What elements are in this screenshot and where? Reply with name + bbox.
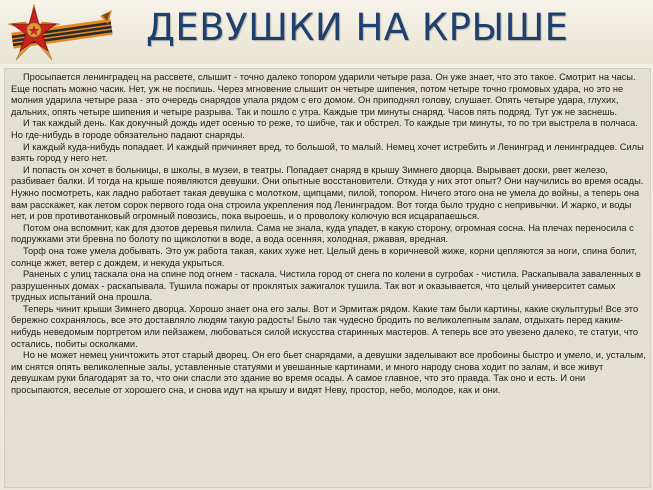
paragraph: Потом она вспомнит, как для дзотов деревья пилила. Сама не знала, куда упадет, в какую сторону, огромная сосна. На плечах переносила с подружками эти бревна по болоту по щиколотки в воде, а вода осенняя, холодная, ржавая, вредная.: [11, 222, 634, 245]
soviet-order-star-with-ribbon-icon: [4, 2, 116, 66]
slide-title: ДЕВУШКИ НА КРЫШЕ: [146, 6, 569, 49]
paragraph: Раненых с улиц таскала она на спине под огнем - таскала. Чистила город от снега по колени в сугробах - чистила. Раскапывала заваленных в разрушенных домах - раскапывала. Тушила пожары от проклятых зажигалок тушила. Так вот и оказывается, что целый университет самых трудных испытаний она прошла.: [11, 269, 641, 303]
paragraph: Теперь чинит крыши Зимнего дворца. Хорошо знает она его залы. Вот и Эрмитаж рядом. Какие там были картины, какие скульптуры! Все это бережно сохранялось, все это доставляло людям такую радость! Было так чудесно бродить по великолепным залам, отдыхать перед каким-нибудь неведомым портретом или пейзажем, любоваться силой искусства старинных мастеров. А теперь все это увезено далеко, те статуи, что остались, побиты осколками.: [11, 303, 639, 349]
story-text-box: [4, 68, 651, 488]
paragraph: Но не может немец уничтожить этот старый дворец. Он его бьет снарядами, а девушки заделывают все пробоины быстро и умело, и, усталым, им снятся опять великолепные залы, уставленные статуями и увешанные картинами, и много народу снова ходит по залам, и все живут девушкам руки благодарят за то, что они спасли это здание во время осады. А самое главное, что это правда. Так оно и есть. И они просыпаются, веселые от хорошего сна, и снова идут на крышу и видят Неву, простор, небо, молодое, как и они.: [11, 350, 646, 396]
paragraph: И каждый куда-нибудь попадает. И каждый причиняет вред, то большой, то малый. Немец хочет истребить и Ленинград и ленинградцев. Силы взять город у него нет.: [11, 141, 644, 164]
paragraph: И так каждый день. Как докучный дождь идет осенью то реже, то шибче, так и обстрел. То каждые три минуты, то по три выстрела в полчаса. Но где-нибудь в городе обязательно падают снаряды.: [11, 118, 638, 140]
paragraph: Просыпается ленинградец на рассвете, слышит - точно далеко топором ударили четыре раза. Он уже знает, что это такое. Смотрит на часы. Еще поспать можно часик. Нет, уж не поспишь. Через мгновение слышит он четыре шипения, потом четыре точно громовых удара, но это не молния ударила четыре раза - это очередь снарядов упала рядом с его домом. Он приподнял голову, слушает. Опять четыре удара, глухих, дальних, опять четыре шипения и четыре разрыва. Так и пошло с утра. Каждые три минуты снаряд. Часов пять подряд. Тут уж не заснешь.: [11, 72, 636, 117]
paragraph: Торф она тоже умела добывать. Это уж работа такая, каких хуже нет. Целый день в коричневой жиже, корни цепляются за ноги, спина болит, солнце жжет, ветер с дождем, и некуда укрыться.: [11, 245, 637, 268]
paragraph: И попасть он хочет в больницы, в школы, в музеи, в театры. Попадает снаряд в крышу Зимнего дворца. Вырывает доски, рвет железо, разбивает балки. И тогда на крыше появляются девушки. Они опытные восстановители. Откуда у них этот опыт? Они научились во время осады. Нужно посмотреть, как ладно работает такая девушка с молотком, щипцами, пилой, топором. Ничего этого она не умела до войны, а теперь она вам расскажет, как летом сорок первого года она строила укрепления под Ленинградом. Вот тогда было трудно с непривычки. И жарко, и воды нет, и ров противотанковый огромный повозись, пока выроешь, и о проволоку колючую вся исцарапаешься.: [11, 164, 644, 222]
header-bar: [0, 0, 653, 64]
